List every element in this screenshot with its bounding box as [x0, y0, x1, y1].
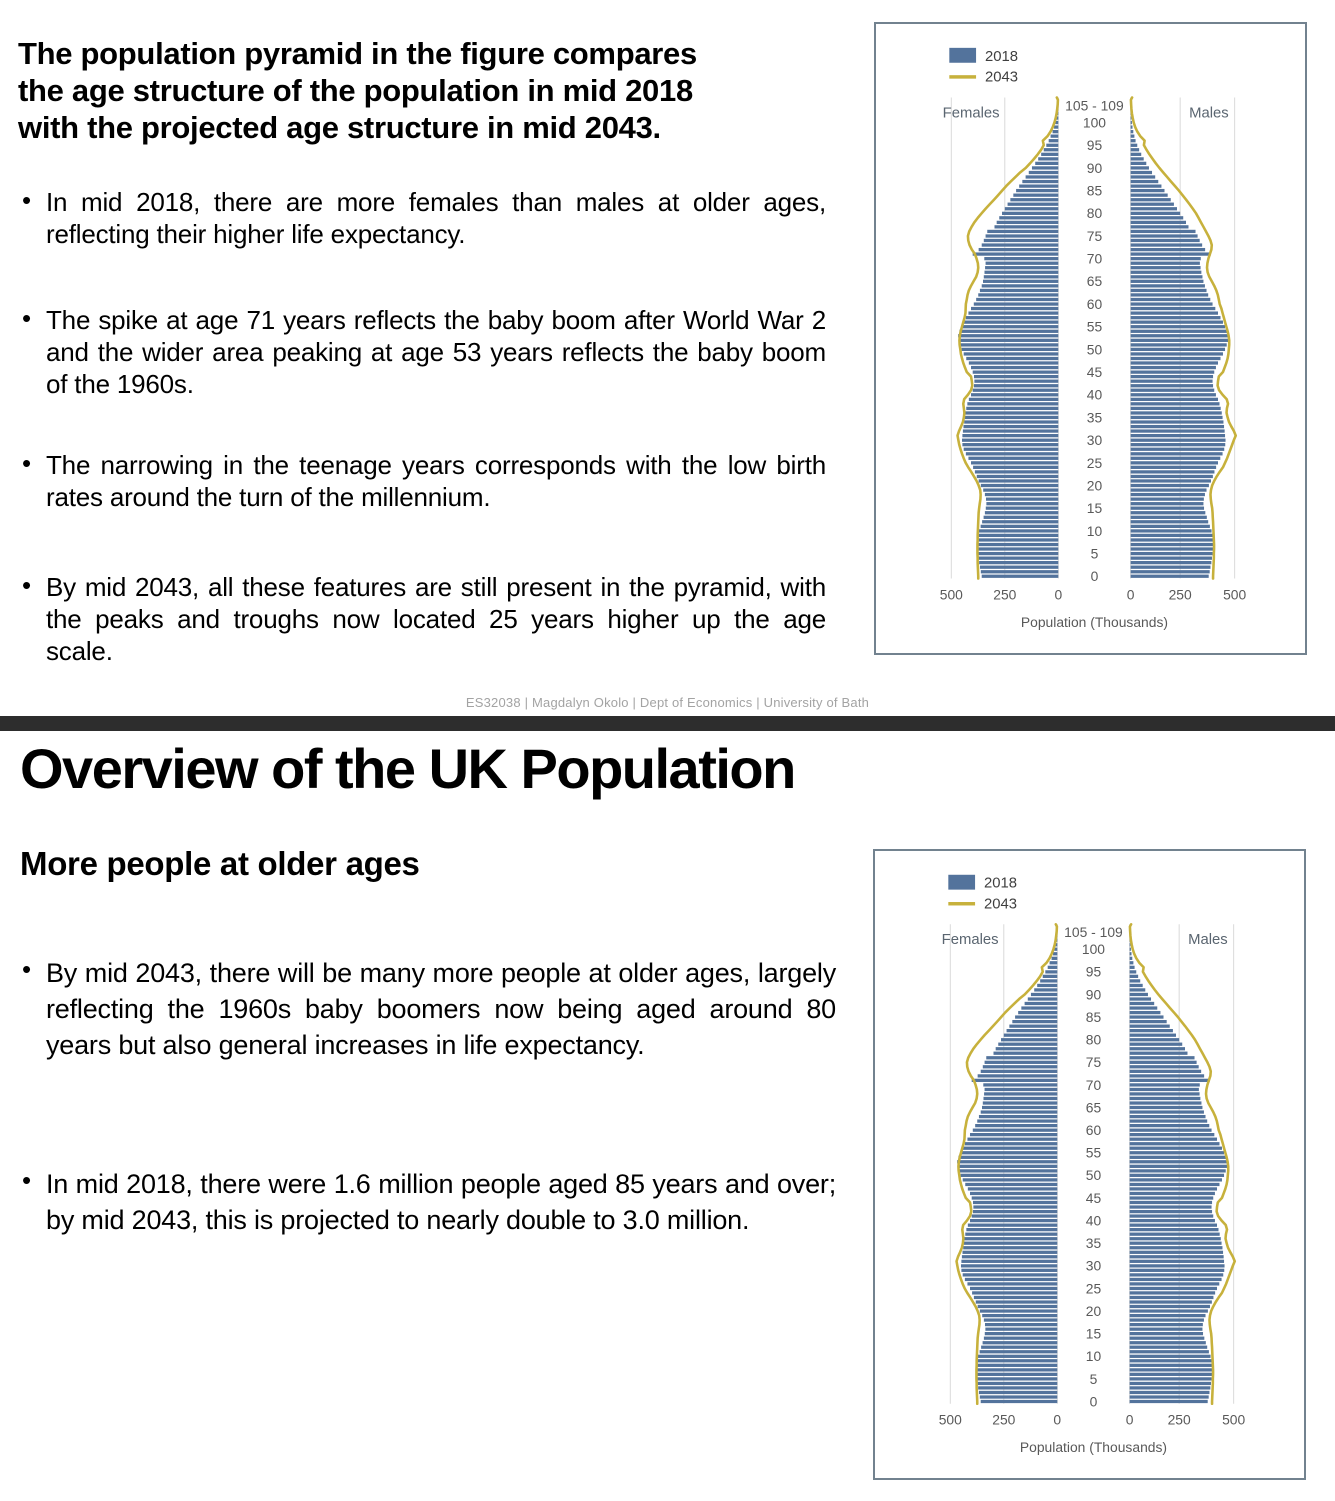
- bars-2018-males: [1130, 925, 1228, 1403]
- age-tick-label: 70: [1086, 250, 1103, 267]
- age-tick-label: 0: [1090, 568, 1099, 585]
- bullet-marker: •: [22, 1165, 32, 1195]
- age-tick-label: 95: [1085, 963, 1102, 980]
- bullet-marker: •: [22, 303, 32, 333]
- bullet-marker: •: [22, 570, 32, 600]
- females-label: Females: [942, 105, 1000, 122]
- bullet-text: The narrowing in the teenage years corresponds with the low birth rates around the turn of the millennium.: [46, 450, 826, 512]
- x-axis-tick-label: 500: [938, 1411, 962, 1428]
- age-tick-label: 50: [1085, 1167, 1102, 1184]
- line-2043-females: [957, 924, 1057, 1403]
- bars-2018-males: [1131, 98, 1229, 578]
- age-tick-label: 35: [1086, 409, 1103, 426]
- age-top-label: 105 - 109: [1064, 924, 1123, 941]
- age-tick-label: 40: [1085, 1212, 1102, 1229]
- x-axis-tick-label: 0: [1125, 1411, 1134, 1428]
- age-tick-label: 30: [1085, 1257, 1102, 1274]
- x-axis-title: Population (Thousands): [1019, 1439, 1168, 1456]
- legend-2018-label: 2018: [984, 48, 1019, 65]
- title-line-3: with the projected age structure in mid 2043.: [18, 109, 661, 145]
- x-axis-tick-label: 250: [992, 1411, 1016, 1428]
- bullet-text: The spike at age 71 years reflects the baby boom after World War 2 and the wider area peaking at age 53 years reflects the baby boom of the 1960s.: [46, 305, 826, 399]
- list-item: [22, 1166, 836, 1238]
- age-tick-label: 40: [1086, 386, 1103, 403]
- age-tick-label: 45: [1085, 1189, 1102, 1206]
- title-line-1: The population pyramid in the figure compares: [18, 35, 697, 71]
- age-tick-label: 55: [1086, 318, 1103, 335]
- age-tick-label: 90: [1086, 159, 1103, 176]
- population-pyramid-chart: [875, 851, 1304, 1478]
- bullet-marker: •: [22, 185, 32, 215]
- age-tick-label: 50: [1086, 341, 1103, 358]
- legend-2018-swatch: [948, 875, 975, 890]
- age-tick-label: 20: [1086, 477, 1103, 494]
- population-pyramid-figure-top: [874, 22, 1307, 655]
- age-tick-label: 30: [1086, 432, 1103, 449]
- x-axis-tick-label: 0: [1126, 586, 1135, 603]
- list-item: [22, 955, 836, 1063]
- age-tick-label: 5: [1090, 545, 1099, 562]
- list-item: [22, 304, 826, 400]
- legend-2043-label: 2043: [984, 69, 1019, 86]
- age-tick-label: 65: [1085, 1099, 1102, 1116]
- x-axis-title: Population (Thousands): [1020, 614, 1169, 631]
- section-divider: [0, 716, 1335, 731]
- bullet-text: By mid 2043, there will be many more people at older ages, largely reflecting the 1960s baby boomers now being aged around 80 years but also general increases in life expectancy.: [46, 958, 836, 1060]
- section2-heading: Overview of the UK Population: [20, 737, 795, 800]
- age-tick-label: 10: [1086, 522, 1103, 539]
- age-tick-label: 20: [1085, 1302, 1102, 1319]
- age-tick-label: 25: [1086, 454, 1103, 471]
- age-tick-label: 65: [1086, 273, 1103, 290]
- age-tick-label: 35: [1085, 1235, 1102, 1252]
- age-tick-label: 0: [1089, 1393, 1098, 1410]
- x-axis-tick-label: 250: [1168, 586, 1192, 603]
- x-axis-tick-label: 250: [1167, 1411, 1191, 1428]
- age-tick-label: 95: [1086, 137, 1103, 154]
- population-pyramid-figure-bottom: [873, 849, 1306, 1480]
- bullet-text: In mid 2018, there were 1.6 million people aged 85 years and over; by mid 2043, this is projected to nearly double to 3.0 million.: [46, 1169, 836, 1235]
- age-tick-label: 85: [1086, 182, 1103, 199]
- population-pyramid-chart: [876, 24, 1305, 653]
- line-2043-females: [958, 98, 1058, 579]
- section2-subheading: More people at older ages: [20, 845, 420, 882]
- list-item: [22, 186, 826, 250]
- age-tick-label: 85: [1085, 1008, 1102, 1025]
- legend-2043-swatch: [949, 75, 976, 78]
- x-axis-tick-label: 0: [1054, 586, 1063, 603]
- title-line-2: the age structure of the population in mid 2018: [18, 72, 693, 108]
- age-tick-label: 75: [1086, 227, 1103, 244]
- section1-title: [18, 35, 858, 146]
- age-tick-label: 55: [1085, 1144, 1102, 1161]
- age-tick-label: 5: [1089, 1370, 1098, 1387]
- x-axis-tick-label: 500: [1222, 1411, 1246, 1428]
- list-item: [22, 449, 826, 513]
- age-tick-label: 75: [1085, 1054, 1102, 1071]
- age-tick-label: 60: [1086, 295, 1103, 312]
- age-tick-label: 15: [1086, 500, 1103, 517]
- age-top-label: 105 - 109: [1065, 97, 1124, 114]
- x-axis-tick-label: 0: [1053, 1411, 1062, 1428]
- age-tick-label: 10: [1085, 1348, 1102, 1365]
- age-tick-label: 60: [1085, 1122, 1102, 1139]
- line-2043-males: [1131, 98, 1236, 579]
- males-label: Males: [1189, 105, 1229, 122]
- age-tick-label: 15: [1085, 1325, 1102, 1342]
- females-label: Females: [941, 932, 999, 949]
- males-label: Males: [1188, 932, 1228, 949]
- x-axis-tick-label: 250: [993, 586, 1017, 603]
- legend-2043-swatch: [948, 902, 975, 905]
- bullet-text: By mid 2043, all these features are still present in the pyramid, with the peaks and troughs now located 25 years higher up the age scale.: [46, 572, 826, 666]
- age-tick-label: 80: [1085, 1031, 1102, 1048]
- legend-2018-label: 2018: [983, 875, 1018, 892]
- x-axis-tick-label: 500: [939, 586, 963, 603]
- bullet-marker: •: [22, 954, 32, 984]
- bars-2018-females: [957, 925, 1057, 1403]
- line-2043-males: [1130, 924, 1235, 1403]
- age-tick-label: 25: [1085, 1280, 1102, 1297]
- bars-2018-females: [958, 98, 1058, 578]
- legend-2043-label: 2043: [983, 896, 1018, 913]
- age-tick-label: 100: [1082, 114, 1107, 131]
- age-tick-label: 100: [1081, 941, 1106, 958]
- list-item: [22, 571, 826, 667]
- age-tick-label: 90: [1085, 986, 1102, 1003]
- bullet-marker: •: [22, 448, 32, 478]
- age-tick-label: 45: [1086, 363, 1103, 380]
- bullet-text: In mid 2018, there are more females than males at older ages, reflecting their higher life expectancy.: [46, 187, 826, 249]
- footer-credit: ES32038 | Magdalyn Okolo | Dept of Economics | University of Bath: [465, 695, 870, 710]
- age-tick-label: 80: [1086, 205, 1103, 222]
- legend-2018-swatch: [949, 48, 976, 63]
- x-axis-tick-label: 500: [1223, 586, 1247, 603]
- age-tick-label: 70: [1085, 1076, 1102, 1093]
